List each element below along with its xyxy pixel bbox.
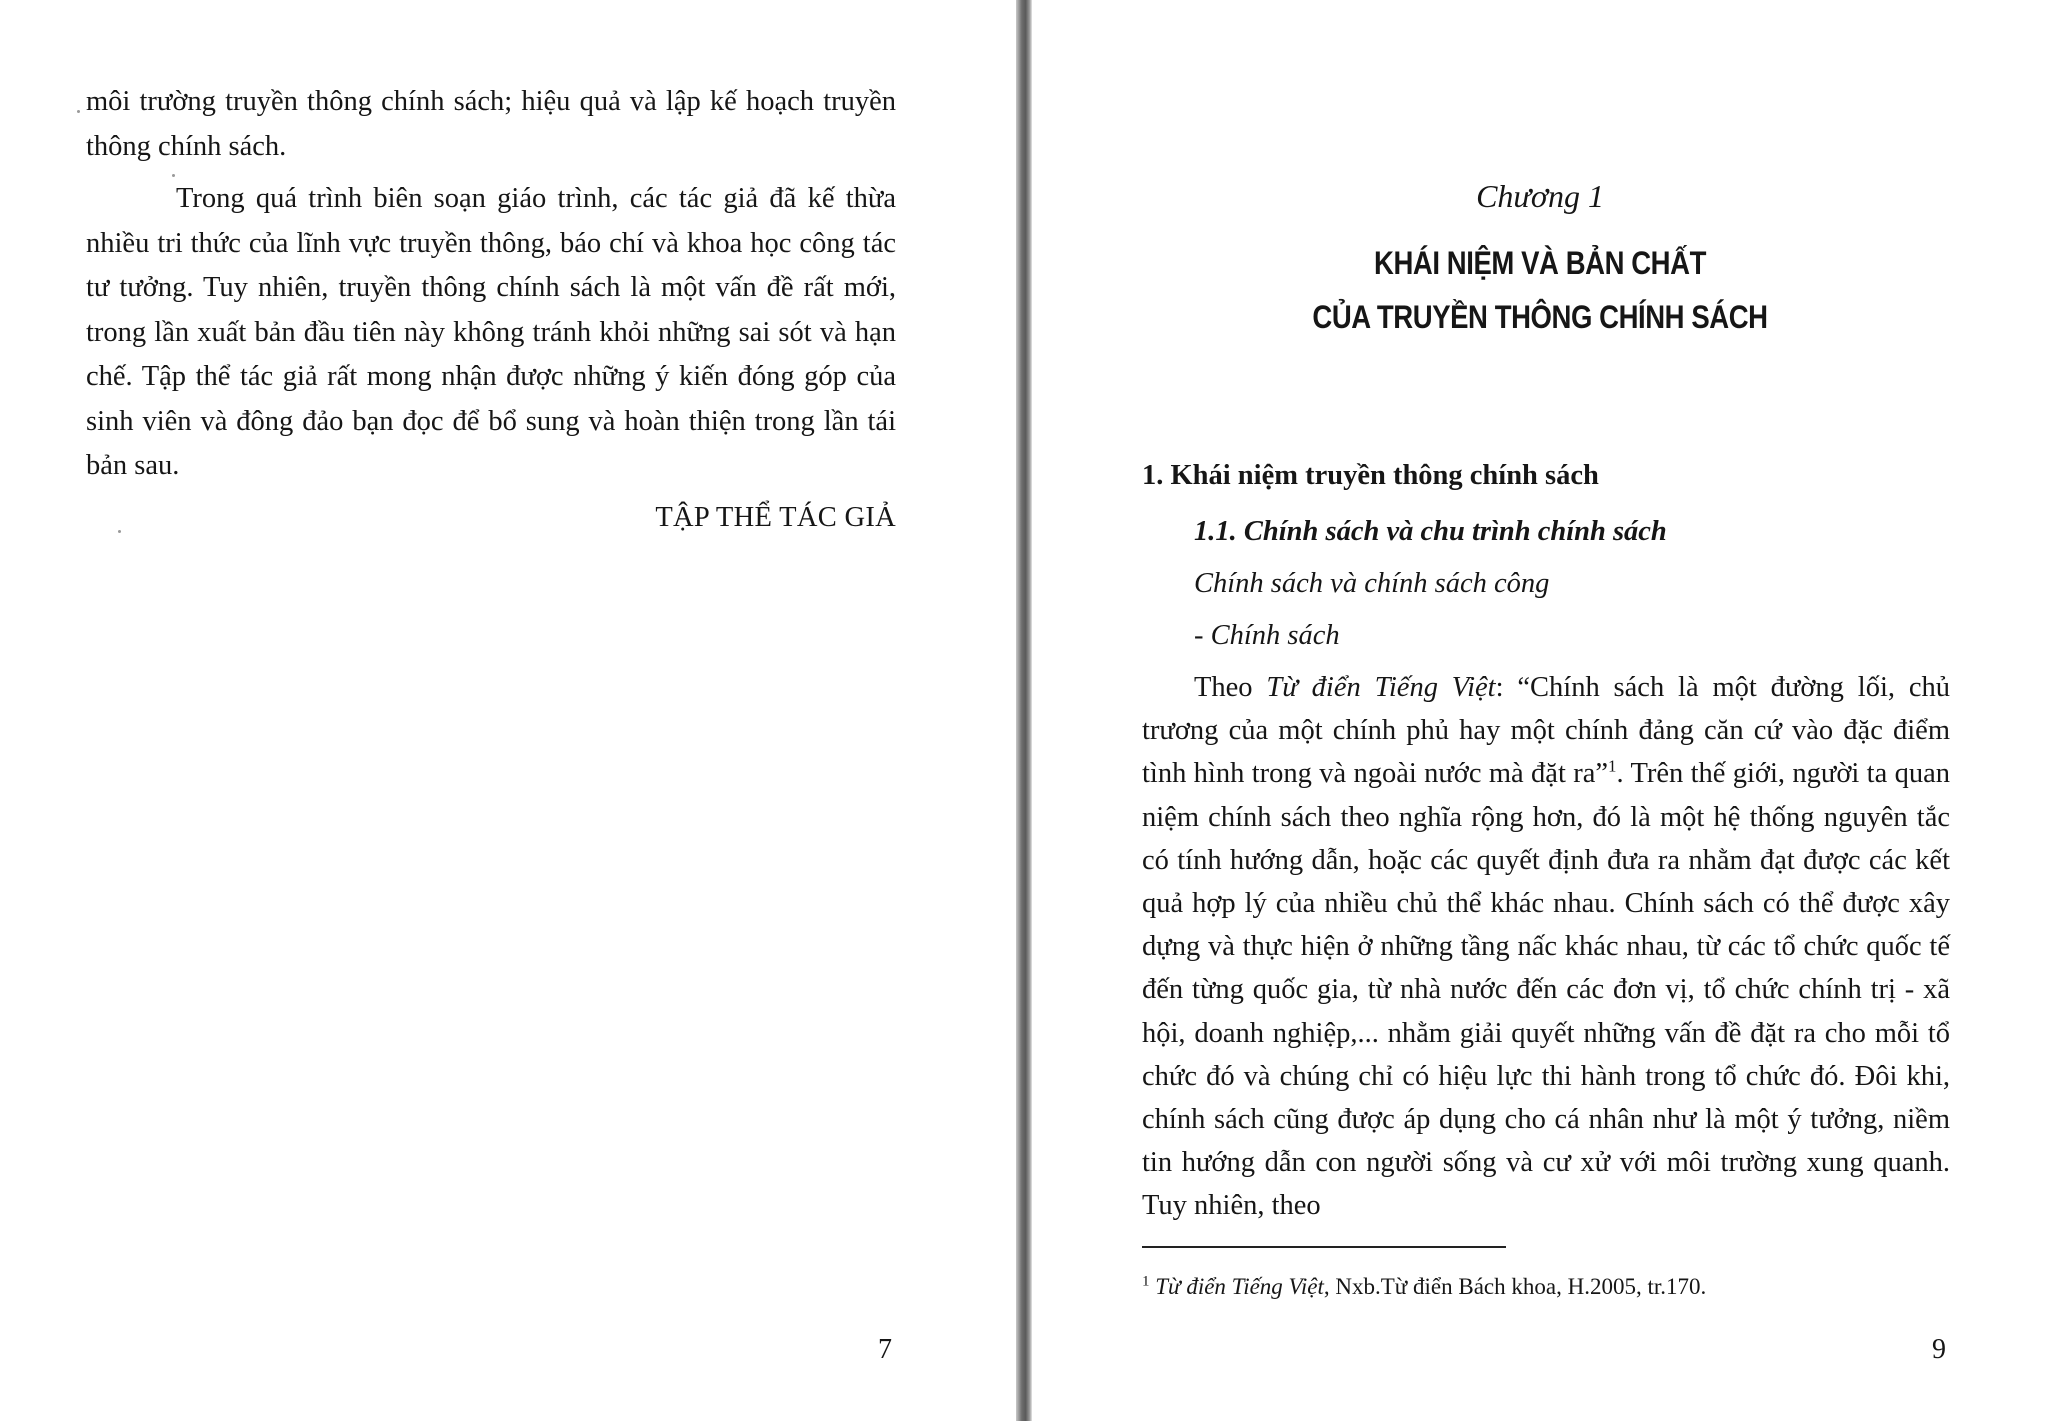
subsection-heading: Chính sách và chính sách công bbox=[1194, 568, 1550, 599]
body-rest: . Trên thế giới, người ta quan niệm chính sách theo nghĩa rộng hơn, đó là một hệ thống nguyên tắc có tính hướng dẫn, hoặc các quyết định đưa ra nhằm đạt được các kết quả hợp lý của nhiều chủ thể khác nhau. Chính sách có thể được xây dựng và thực hiện ở những tầng nấc khác nhau, từ các tổ chức quốc tế đến từng quốc gia, từ nhà nước đến các đơn vị, tổ chức chính trị - xã hội, doanh nghiệp,... nhằm giải quyết những vấn đề đặt ra cho mỗi tổ chức đó và chúng chỉ có hiệu lực thi hành trong tổ chức đó. Đôi khi, chính sách cũng được áp dụng cho cá nhân như là một ý tưởng, niềm tin hướng dẫn con người sống và cư xử với môi trường xung quanh. Tuy nhiên, theo bbox=[1142, 758, 1950, 1222]
footnote-reference[interactable]: 1 bbox=[1608, 756, 1617, 776]
right-page bbox=[1032, 0, 2048, 1421]
footnote-divider bbox=[1142, 1246, 1506, 1248]
chapter-title-line-1: KHÁI NIỆM VÀ BẢN CHẤT bbox=[1374, 245, 1706, 281]
continued-paragraph: môi trường truyền thông chính sách; hiệu quả và lập kế hoạch truyền thông chính sách. bbox=[86, 86, 896, 162]
footnote-details: , Nxb.Từ điển Bách khoa, H.2005, tr.170. bbox=[1323, 1274, 1707, 1299]
book-gutter bbox=[1016, 0, 1032, 1421]
chapter-title bbox=[1103, 236, 1977, 344]
bullet-heading: - Chính sách bbox=[1194, 620, 1340, 651]
footnote bbox=[1142, 1270, 1950, 1304]
page-number-right: 9 bbox=[1932, 1334, 1946, 1365]
footnote-marker: 1 bbox=[1142, 1273, 1150, 1290]
chapter-label: Chương 1 bbox=[1476, 178, 1604, 214]
body-lead: Theo bbox=[1194, 672, 1267, 703]
scan-speck bbox=[77, 110, 80, 113]
chapter-title-line-2: CỦA TRUYỀN THÔNG CHÍNH SÁCH bbox=[1312, 299, 1768, 335]
preface-paragraph: Trong quá trình biên soạn giáo trình, các tác giả đã kế thừa nhiều tri thức của lĩnh vực truyền thông, báo chí và khoa học công tác tư tưởng. Tuy nhiên, truyền thông chính sách là một vấn đề rất mới, trong lần xuất bản đầu tiên này không tránh khỏi những sai sót và hạn chế. Tập thể tác giả rất mong nhận được những ý kiến đóng góp của sinh viên và đông đảo bạn đọc để bổ sung và hoàn thiện trong lần tái bản sau. bbox=[86, 183, 896, 481]
page-number-left: 7 bbox=[878, 1334, 892, 1365]
section-heading-1: 1. Khái niệm truyền thông chính sách bbox=[1142, 460, 1599, 491]
right-page-body bbox=[1142, 666, 1950, 1228]
author-signature: TẬP THỂ TÁC GIẢ bbox=[655, 502, 896, 533]
footnote-source-title: Từ điển Tiếng Việt bbox=[1155, 1274, 1324, 1299]
body-source-title: Từ điển Tiếng Việt bbox=[1266, 672, 1496, 703]
section-heading-1-1: 1.1. Chính sách và chu trình chính sách bbox=[1194, 516, 1667, 547]
left-page bbox=[0, 0, 1016, 1421]
body-quote: : “Chính sách là một đường lối, chủ trương của một chính phủ hay một chính đảng căn cứ vào đặc điểm tình hình trong và ngoài nước mà đặt ra” bbox=[1142, 672, 1951, 790]
left-page-body bbox=[86, 80, 896, 489]
body-paragraph bbox=[1142, 666, 1950, 1228]
